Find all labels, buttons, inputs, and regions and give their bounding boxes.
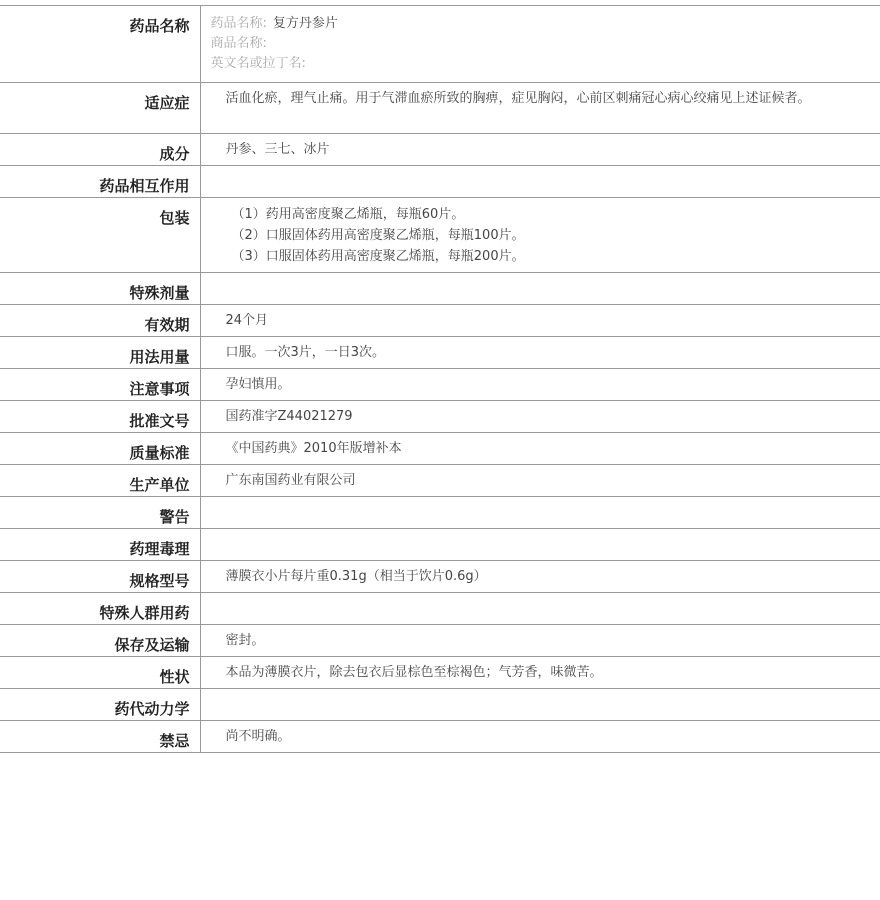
row-label: 有效期 xyxy=(0,305,200,337)
row-precautions xyxy=(0,369,880,401)
row-value: 丹参、三七、冰片 xyxy=(200,134,880,166)
row-indications xyxy=(0,83,880,134)
latin-name-line xyxy=(211,54,871,74)
row-warning xyxy=(0,497,880,529)
drug-spec-table xyxy=(0,5,880,753)
row-shelf-life xyxy=(0,305,880,337)
row-contraindications xyxy=(0,721,880,753)
row-value: 广东南国药业有限公司 xyxy=(200,465,880,497)
row-special-dosage xyxy=(0,273,880,305)
row-value: 密封。 xyxy=(200,625,880,657)
packaging-item: （2）口服固体药用高密度聚乙烯瓶，每瓶100片。 xyxy=(231,228,525,243)
row-manufacturer xyxy=(0,465,880,497)
row-pharmacology xyxy=(0,529,880,561)
row-label: 规格型号 xyxy=(0,561,200,593)
row-label: 质量标准 xyxy=(0,433,200,465)
row-value: 口服。一次3片，一日3次。 xyxy=(200,337,880,369)
row-label: 保存及运输 xyxy=(0,625,200,657)
row-value xyxy=(200,593,880,625)
packaging-item: （1）药用高密度聚乙烯瓶，每瓶60片。 xyxy=(231,207,465,222)
row-label: 成分 xyxy=(0,134,200,166)
row-value xyxy=(200,529,880,561)
row-label: 药理毒理 xyxy=(0,529,200,561)
drug-name-value: 复方丹参片 xyxy=(272,16,338,31)
row-appearance xyxy=(0,657,880,689)
row-drug-name xyxy=(0,6,880,83)
row-interactions xyxy=(0,166,880,198)
row-label: 用法用量 xyxy=(0,337,200,369)
row-quality-standard xyxy=(0,433,880,465)
row-value xyxy=(200,273,880,305)
row-value: 孕妇慎用。 xyxy=(200,369,880,401)
row-value xyxy=(200,689,880,721)
row-label: 适应症 xyxy=(0,83,200,134)
row-approval-number xyxy=(0,401,880,433)
drug-names-cell xyxy=(200,6,880,83)
row-packaging xyxy=(0,198,880,273)
row-label: 特殊人群用药 xyxy=(0,593,200,625)
row-pharmacokinetics xyxy=(0,689,880,721)
row-value: 薄膜衣小片每片重0.31g（相当于饮片0.6g） xyxy=(200,561,880,593)
row-value: 本品为薄膜衣片，除去包衣后显棕色至棕褐色；气芳香，味微苦。 xyxy=(200,657,880,689)
row-label: 药代动力学 xyxy=(0,689,200,721)
row-specification xyxy=(0,561,880,593)
row-label: 性状 xyxy=(0,657,200,689)
row-label: 药品名称 xyxy=(0,6,200,83)
row-label: 生产单位 xyxy=(0,465,200,497)
row-value: 活血化瘀，理气止痛。用于气滞血瘀所致的胸痹，症见胸闷，心前区刺痛冠心病心绞痛见上述证候者。 xyxy=(200,83,880,134)
row-label: 批准文号 xyxy=(0,401,200,433)
row-dosage xyxy=(0,337,880,369)
row-label: 警告 xyxy=(0,497,200,529)
row-storage xyxy=(0,625,880,657)
row-ingredients xyxy=(0,134,880,166)
packaging-cell xyxy=(200,198,880,273)
row-value xyxy=(200,166,880,198)
row-label: 禁忌 xyxy=(0,721,200,753)
row-label: 注意事项 xyxy=(0,369,200,401)
row-label: 包装 xyxy=(0,198,200,273)
row-special-populations xyxy=(0,593,880,625)
trade-name-key: 商品名称: xyxy=(210,36,267,51)
row-value: 国药准字Z44021279 xyxy=(200,401,880,433)
drug-name-key: 药品名称: xyxy=(210,16,267,31)
row-label: 特殊剂量 xyxy=(0,273,200,305)
row-value: 24个月 xyxy=(200,305,880,337)
row-value: 《中国药典》2010年版增补本 xyxy=(200,433,880,465)
packaging-item: （3）口服固体药用高密度聚乙烯瓶，每瓶200片。 xyxy=(231,249,525,264)
latin-name-key: 英文名或拉丁名: xyxy=(210,56,306,71)
trade-name-line xyxy=(211,34,871,54)
row-label: 药品相互作用 xyxy=(0,166,200,198)
row-value xyxy=(200,497,880,529)
row-value: 尚不明确。 xyxy=(200,721,880,753)
drug-name-line xyxy=(211,14,871,34)
